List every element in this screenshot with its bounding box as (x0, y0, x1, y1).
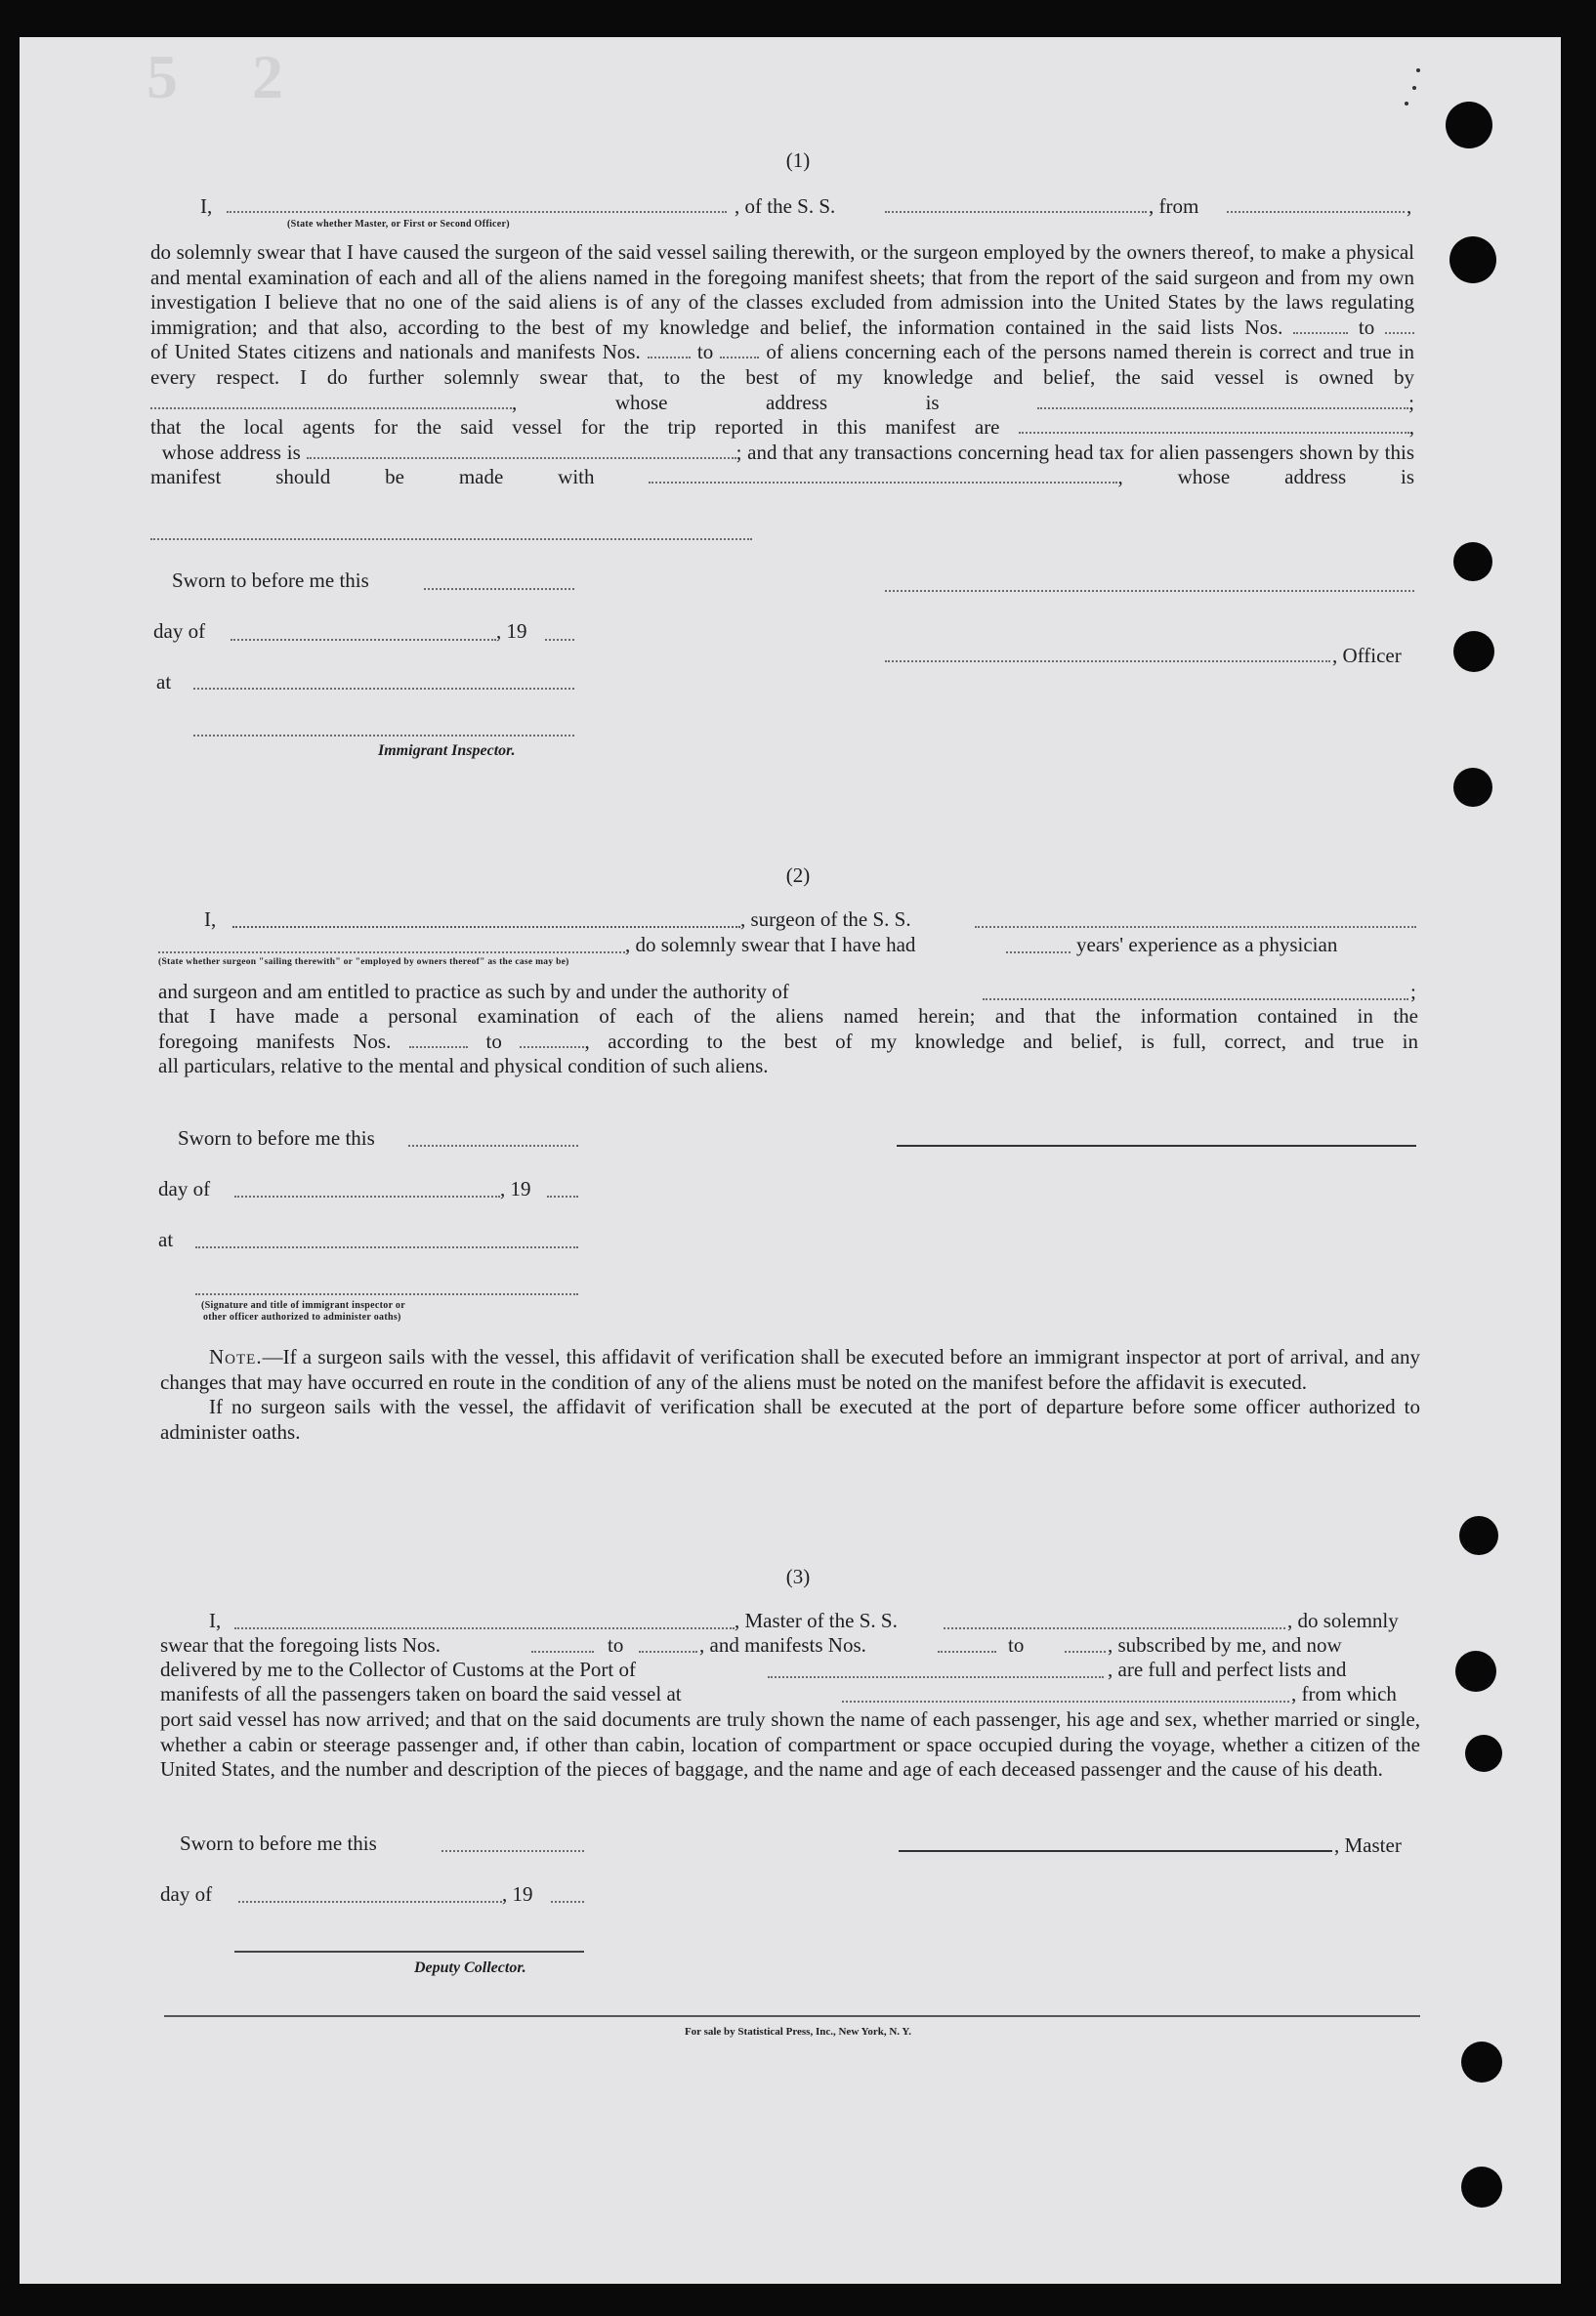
lists-from-field[interactable] (531, 1651, 594, 1653)
day-of-label: day of (153, 619, 206, 643)
speck (1416, 68, 1420, 72)
port-field[interactable] (768, 1676, 1104, 1678)
note-label: Note. (209, 1345, 263, 1369)
master-hint: (State whether Master, or First or Second Officer) (287, 219, 510, 230)
sworn-date-line[interactable] (408, 1145, 578, 1147)
agents-field[interactable] (1019, 416, 1409, 434)
examination-text: that I have made a personal examination of each of the aliens named herein; and that the information contained in the (158, 1004, 1418, 1028)
semicolon: ; (1408, 390, 1414, 414)
delivered-text: delivered by me to the Collector of Customs at the Port of (160, 1658, 636, 1681)
speck (1405, 102, 1408, 105)
vessel-name-line[interactable] (944, 1627, 1285, 1629)
master-name-line[interactable] (227, 211, 727, 213)
lists-to-field[interactable] (639, 1651, 697, 1653)
master-signature-line[interactable] (885, 590, 1414, 592)
experience-text: years' experience as a physician (1076, 933, 1338, 956)
year-label: , 19 (502, 1882, 533, 1906)
note-text: If no surgeon sails with the vessel, the affidavit of verification shall be executed at the port of departure before some officer authorized to administer oaths. (160, 1395, 1420, 1444)
agents-text: that the local agents for the said vessel for the trip reported in this manifest are (150, 415, 1000, 440)
manifests-text: foregoing manifests Nos. (158, 1029, 392, 1053)
surgeon-name-line[interactable] (232, 926, 740, 928)
manifests-text: , and manifests Nos. (699, 1633, 866, 1657)
punch-hole (1446, 102, 1492, 148)
address-label: , whose address is (1117, 465, 1415, 489)
perfect-lists-text: , are full and perfect lists and (1108, 1658, 1347, 1681)
sworn-date-line[interactable] (424, 588, 574, 590)
subscribed-text: , subscribed by me, and now (1108, 1633, 1342, 1657)
label-surgeon-of: , surgeon of the S. S. (740, 907, 911, 931)
punch-hole (1449, 236, 1496, 283)
printer-imprint: For sale by Statistical Press, Inc., New York, N. Y. (684, 2026, 912, 2038)
oath-paragraph-1 (150, 240, 1414, 490)
year-line[interactable] (547, 1196, 578, 1198)
head-tax-address-line[interactable] (150, 538, 752, 540)
day-of-label: day of (160, 1882, 213, 1906)
to-label: to (696, 340, 714, 364)
master-label: , Master (1334, 1833, 1402, 1857)
faint-bleed-through-mark: 5 2 (147, 42, 313, 111)
collector-caption: Deputy Collector. (414, 1959, 526, 1976)
address-label: whose address is (161, 440, 301, 464)
manifest-from-field[interactable] (409, 1031, 468, 1048)
sworn-label: Sworn to before me this (180, 1832, 377, 1855)
collector-signature-line[interactable] (234, 1951, 584, 1953)
day-of-label: day of (158, 1177, 211, 1200)
manifest-to-field[interactable] (720, 341, 759, 358)
punch-hole (1453, 768, 1492, 807)
surgeon-hint: (State whether surgeon "sailing therewith" or "employed by owners thereof" as the case may be) (158, 957, 569, 967)
manifests-all-text: manifests of all the passengers taken on board the said vessel at (160, 1682, 682, 1705)
signature-hint: other officer authorized to administer oaths) (203, 1312, 401, 1323)
punch-hole (1453, 631, 1494, 672)
speck (1412, 86, 1416, 90)
to-label: to (1008, 1633, 1025, 1657)
condition-text: all particulars, relative to the mental and physical condition of such aliens. (158, 1054, 769, 1078)
manifests-from-field[interactable] (938, 1651, 996, 1653)
manifests-to-field[interactable] (1065, 1651, 1106, 1653)
surgeon-signature-line[interactable] (897, 1145, 1416, 1147)
year-label: , 19 (500, 1177, 531, 1200)
to-label: to (608, 1633, 624, 1657)
lists-text: swear that the foregoing lists Nos. (160, 1633, 441, 1657)
semicolon: ; (1410, 980, 1416, 1003)
year-label: , 19 (496, 619, 527, 643)
label-i: I, (200, 194, 213, 218)
section-number: (2) (785, 863, 811, 887)
vessel-name-line[interactable] (885, 211, 1147, 213)
punch-hole (1453, 542, 1492, 581)
surgeon-paragraph (158, 1004, 1418, 1079)
surgeon-status-line[interactable] (158, 951, 625, 953)
signature-hint: (Signature and title of immigrant inspector or (201, 1300, 405, 1311)
solemnly-text: , do solemnly (1287, 1609, 1399, 1632)
punch-hole (1459, 1516, 1498, 1555)
sworn-date-line[interactable] (441, 1850, 584, 1852)
officer-label: , Officer (1332, 644, 1402, 667)
label-of-ss: , of the S. S. (735, 194, 836, 218)
authority-text: and surgeon and am entitled to practice as such by and under the authority of (158, 980, 789, 1003)
owned-by-text: of aliens concerning each of the persons named therein is correct and true in every respect. I do further solemnly swear that, to the best of my knowledge and belief, the said vessel is owned by (150, 340, 1415, 389)
punch-hole (1455, 1651, 1496, 1692)
year-line[interactable] (551, 1901, 584, 1903)
oath-text: do solemnly swear that I have caused the surgeon of the said vessel sailing therewith, or the surgeon employed by the owners thereof, to make a physical and mental examination of each and all of the aliens named in the foregoing manifest sheets; that from the report of the said surgeon and from my own investigation I believe that no one of the said aliens is of any of the classes excluded from admission into the United States by the laws regulating immigration; and that also, according to the best of my knowledge and belief, the information contained in the said lists Nos. (150, 240, 1414, 339)
head-tax-text: ; and that any transactions concerning head tax for alien passengers shown by this manifest should be made with (150, 440, 1415, 489)
section-number: (1) (785, 148, 811, 172)
list-to-field[interactable] (1385, 316, 1414, 334)
to-label: to (485, 1029, 502, 1053)
surgeon-vessel-line[interactable] (975, 926, 1416, 928)
list-from-field[interactable] (1293, 316, 1348, 334)
inspector-caption: Immigrant Inspector. (378, 742, 516, 759)
sworn-label: Sworn to before me this (172, 568, 369, 592)
officer-signature-line[interactable] (885, 660, 1330, 662)
label-from: , from (1149, 194, 1199, 218)
punch-hole (1461, 2167, 1502, 2208)
comma: , (1408, 415, 1415, 440)
section-number: (3) (785, 1565, 811, 1588)
day-of-line[interactable] (238, 1901, 502, 1903)
embark-port-field[interactable] (842, 1701, 1289, 1703)
footer-rule (164, 2015, 1420, 2017)
manifest-to-field[interactable] (520, 1031, 584, 1048)
passenger-detail-text: port said vessel has now arrived; and that on the said documents are truly shown the name of each passenger, his age and sex, whether married or single, whether a cabin or steerage passenger and, if other than cabin, location of compartment or space occupied during the voyage, whether a citizen of the United States, and the number and description of the pieces of baggage, and the name and age of each deceased passenger and the cause of his death. (160, 1707, 1420, 1782)
owner-field[interactable] (150, 392, 512, 409)
year-line[interactable] (545, 639, 574, 641)
note-text: —If a surgeon sails with the vessel, this affidavit of verification shall be executed before an immigrant inspector at port of arrival, and any changes that may have occurred en route in the condition of any of the aliens must be noted on the manifest before the affidavit is executed. (160, 1345, 1420, 1394)
owner-address-field[interactable] (1037, 392, 1408, 409)
at-place-line[interactable] (193, 688, 574, 690)
manifest-text: of United States citizens and nationals and manifests Nos. (150, 340, 641, 364)
master-oath-paragraph (160, 1707, 1420, 1783)
day-of-line[interactable] (234, 1196, 500, 1198)
at-place-line[interactable] (195, 1246, 578, 1248)
sworn-label: Sworn to before me this (178, 1126, 375, 1150)
knowledge-text: , according to the best of my knowledge and belief, is full, correct, and true in (584, 1029, 1418, 1053)
to-label: to (1358, 315, 1375, 339)
authority-field[interactable] (983, 998, 1408, 1000)
punch-hole (1461, 2042, 1502, 2083)
label-master-of: , Master of the S. S. (735, 1609, 898, 1632)
label-i: I, (204, 907, 217, 931)
master-name-line[interactable] (234, 1627, 735, 1629)
manifest-from-field[interactable] (648, 341, 691, 358)
punch-hole (1465, 1735, 1502, 1772)
address-label: , whose address is (512, 390, 940, 414)
label-i: I, (209, 1609, 222, 1632)
solemnly-text: , do solemnly swear that I have had (625, 933, 916, 956)
inspector-signature-line[interactable] (193, 735, 574, 737)
comma: , (1407, 194, 1412, 218)
agents-address-field[interactable] (307, 442, 736, 459)
at-label: at (158, 1228, 174, 1251)
note-paragraph (160, 1345, 1420, 1445)
from-port-line[interactable] (1227, 211, 1405, 213)
years-field[interactable] (1006, 951, 1071, 953)
at-label: at (156, 670, 172, 694)
master-signature-line[interactable] (899, 1850, 1332, 1852)
officer-signature-line[interactable] (195, 1293, 578, 1295)
day-of-line[interactable] (231, 639, 496, 641)
from-which-text: , from which (1291, 1682, 1397, 1705)
head-tax-contact-field[interactable] (649, 466, 1117, 484)
